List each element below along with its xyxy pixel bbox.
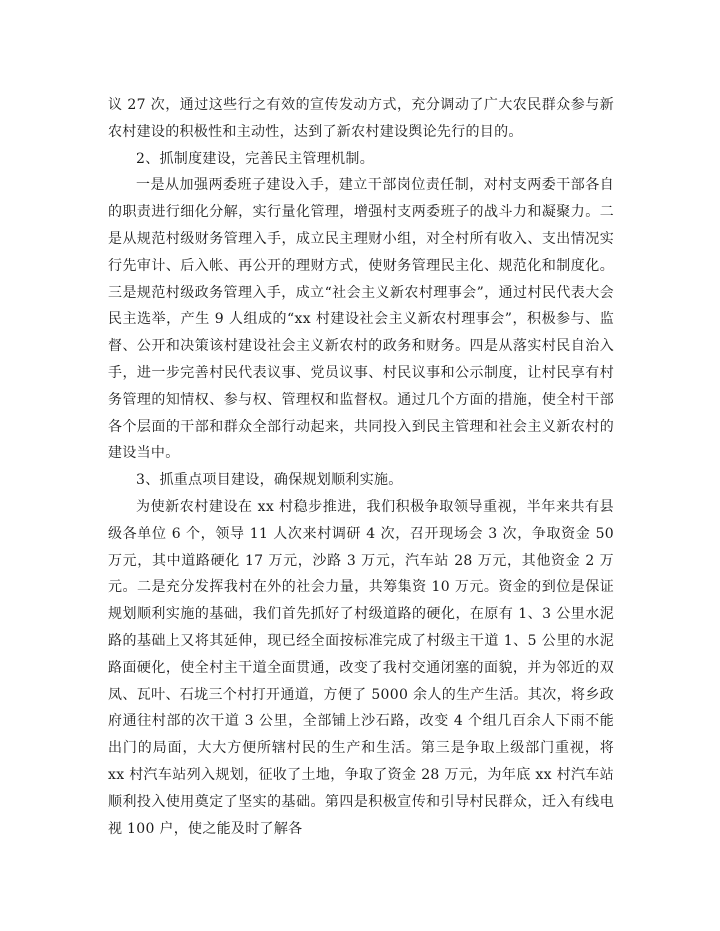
paragraph-democratic-management: 一是从加强两委班子建设入手，建立干部岗位责任制，对村支两委干部各自的职责进行细化分解，实行量化管理，增强村支两委班子的战斗力和凝聚力。二是从规范村级财务管理入手，成立民主理财小组，对全村所有收入、支出情况实行先审计、后入帐、再公开的理财方式，使财务管理民主化、规范化和制度化。三是规范村级政务管理入手，成立“社会主义新农村理事会”，通过村民代表大会民主选举，产生 9 人组成的“xx 村建设社会主义新农村理事会”，积极参与、监督、公开和决策该村建设社会主义新农村的政务和财务。四是从落实村民自治入手，进一步完善村民代表议事、党员议事、村民议事和公示制度，让村民享有村务管理的知情权、参与权、管理权和监督权。通过几个方面的措施，使全村干部各个层面的干部和群众全部行动起来，共同投入到民主管理和社会主义新农村的建设当中。: [108, 177, 614, 462]
paragraph-continued: 议 27 次，通过这些行之有效的宣传发动方式，充分调动了广大农民群众参与新农村建设的积极性和主动性，达到了新农村建设舆论先行的目的。: [108, 97, 614, 140]
paragraph-key-projects: 为使新农村建设在 xx 村稳步推进，我们积极争取领导重视，半年来共有县级各单位 6 个，领导 11 人次来村调研 4 次，召开现场会 3 次，争取资金 50 万元，其中道路硬化 17 万元，沙路 3 万元，汽车站 28 万元，其他资金 2 万元。二是充分发挥我村在外的社会力量，共筹集资 10 万元。资金的到位是保证规划顺利实施的基础，我们首先抓好了村级道路的硬化，在原有 1、3 公里水泥路的基础上又将其延伸，现已经全面按标准完成了村级主干道 1、5 公里的水泥路面硬化，使全村主干道全面贯通，改变了我村交通闭塞的面貌，并为邻近的双凤、瓦叶、石垅三个村打开通道，方便了 5000 余人的生产生活。其次，将乡政府通往村部的次干道 3 公里，全部铺上沙石路，改变 4 个组几百余人下雨不能出门的局面，大大方便所辖村民的生产和生活。第三是争取上级部门重视，将 xx 村汽车站列入规划，征收了土地，争取了资金 28 万元，为年底 xx 村汽车站顺利投入使用奠定了坚实的基础。第四是积极宣传和引导村民群众，迁入有线电视 100 户，使之能及时了解各: [108, 498, 614, 837]
section-heading-2: 2、抓制度建设，完善民主管理机制。: [136, 150, 375, 167]
section-heading-3: 3、抓重点项目建设，确保规划顺利实施。: [136, 472, 403, 489]
document-body: [108, 92, 614, 842]
